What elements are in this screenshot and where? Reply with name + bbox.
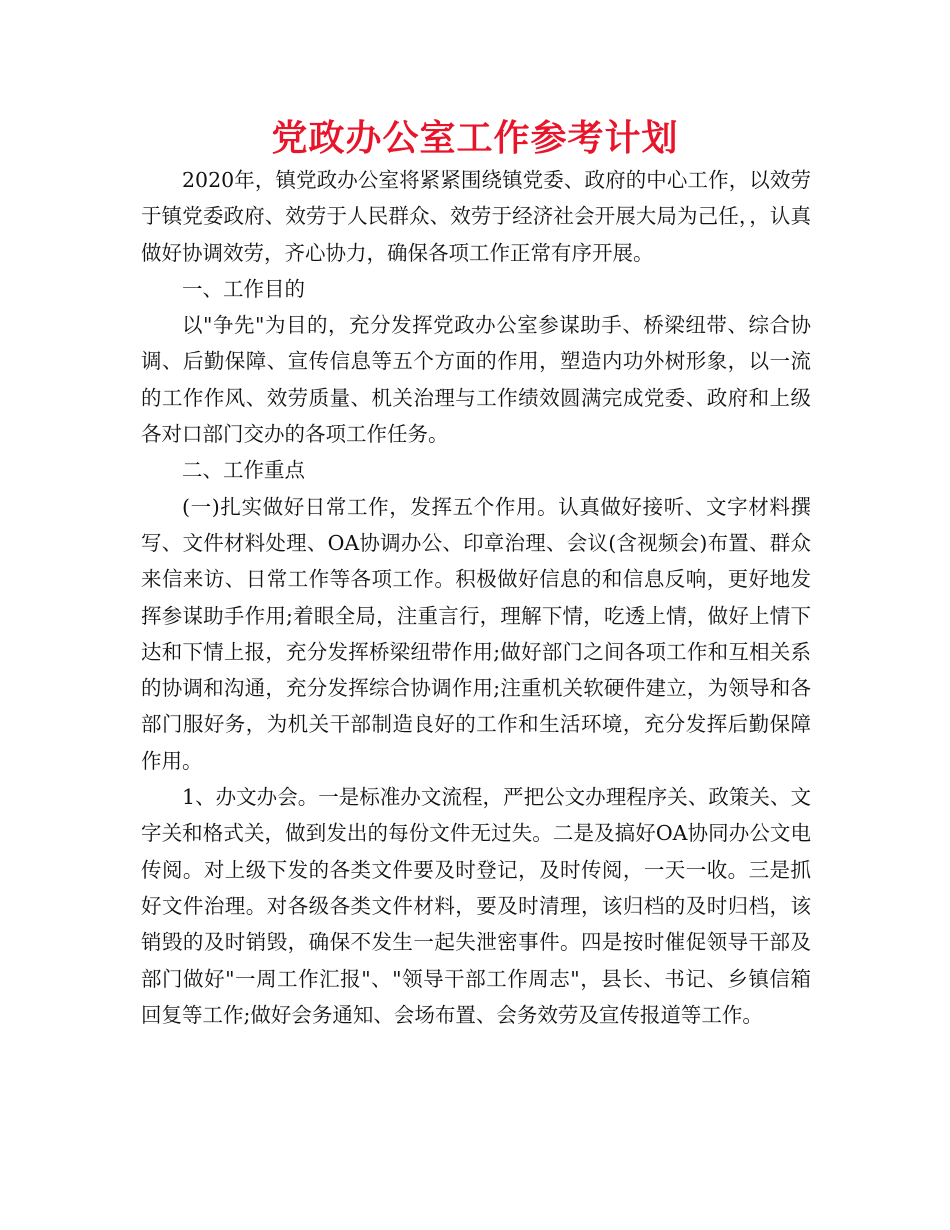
- document-title: 党政办公室工作参考计划: [271, 118, 679, 159]
- section1-paragraph: 以"争先"为目的，充分发挥党政办公室参谋助手、桥梁纽带、综合协调、后勤保障、宣传信息等五个方面的作用，塑造内功外树形象，以一流的工作作风、效劳质量、机关治理与工作绩效圆满完成党委、政府和上级各对口部门交办的各项工作任务。: [141, 313, 811, 447]
- section2-item1-paragraph: 1、办文办会。一是标准办文流程，严把公文办理程序关、政策关、文字关和格式关，做到发出的每份文件无过失。二是及搞好OA协同办公文电传阅。对上级下发的各类文件要及时登记，及时传阅，一天一收。三是抓好文件治理。对各级各类文件材料，要及时清理，该归档的及时归档，该销毁的及时销毁，确保不发生一起失泄密事件。四是按时催促领导干部及部门做好"一周工作汇报"、"领导干部工作周志"，县长、书记、乡镇信箱回复等工作;做好会务通知、会场布置、会务效劳及宣传报道等工作。: [141, 785, 811, 1027]
- document-body: [141, 162, 811, 1033]
- section1-heading: 一、工作目的: [182, 276, 305, 301]
- intro-paragraph: 2020年，镇党政办公室将紧紧围绕镇党委、政府的中心工作，以效劳于镇党委政府、效劳于人民群众、效劳于经济社会开展大局为己任，，认真做好协调效劳，齐心协力，确保各项工作正常有序开展。: [141, 168, 811, 265]
- section2-sub1-paragraph: (一)扎实做好日常工作，发挥五个作用。认真做好接听、文字材料撰写、文件材料处理、OA协调办公、印章治理、会议(含视频会)布置、群众来信来访、日常工作等各项工作。积极做好信息的和信息反响，更好地发挥参谋助手作用;着眼全局，注重言行，理解下情，吃透上情，做好上情下达和下情上报，充分发挥桥梁纽带作用;做好部门之间各项工作和互相关系的协调和沟通，充分发挥综合协调作用;注重机关软硬件建立，为领导和各部门服好务，为机关干部制造良好的工作和生活环境，充分发挥后勤保障作用。: [141, 494, 811, 773]
- section2-heading: 二、工作重点: [182, 458, 305, 483]
